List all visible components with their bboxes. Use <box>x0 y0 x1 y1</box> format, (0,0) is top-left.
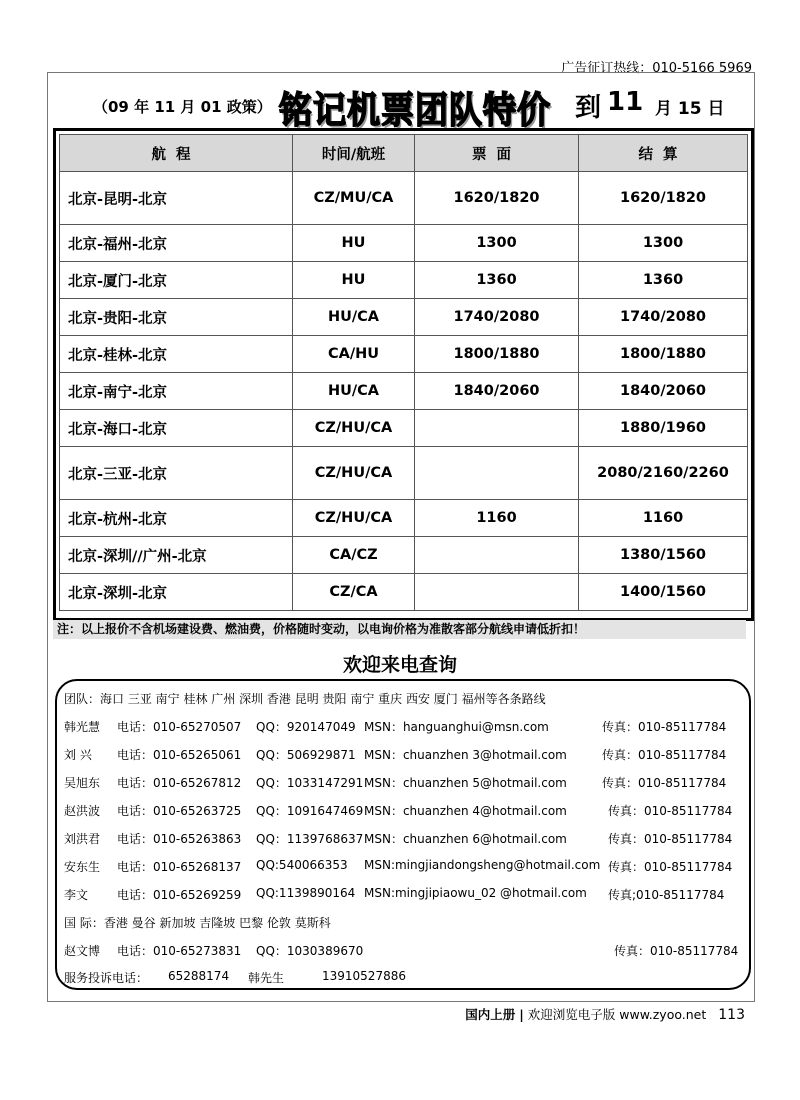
title-main: 铭记机票团队特价 <box>279 88 551 132</box>
contact-fax: 传真：010-85117784 <box>608 804 733 818</box>
cell-face: 1620/1820 <box>415 172 579 225</box>
contact-phone: 电话：010-65269259 <box>117 888 242 902</box>
header-airline: 时间/航班 <box>293 135 415 172</box>
cell-settle: 1360 <box>579 262 748 299</box>
header-route: 航程 <box>60 135 293 172</box>
cell-face: 1800/1880 <box>415 336 579 373</box>
cell-route: 北京-厦门-北京 <box>60 262 293 299</box>
contact-phone: 电话：010-65268137 <box>117 860 242 874</box>
complaint-row <box>64 969 744 985</box>
cell-route: 北京-桂林-北京 <box>60 336 293 373</box>
contact-fax: 传真：010-85117784 <box>608 832 733 846</box>
cell-route: 北京-杭州-北京 <box>60 500 293 537</box>
contact-fax: 传真：010-85117784 <box>608 860 733 874</box>
contact-qq: QQ:1139890164 <box>256 886 356 900</box>
cell-face <box>415 410 579 447</box>
table-header-row <box>60 135 748 172</box>
table-row <box>60 537 748 574</box>
cell-airline: CZ/MU/CA <box>293 172 415 225</box>
complaint-label: 服务投诉电话： <box>64 971 149 985</box>
contact-name: 李文 <box>64 888 89 902</box>
contact-name: 韩光慧 <box>64 720 101 734</box>
contact-row <box>64 802 744 818</box>
cell-face <box>415 537 579 574</box>
table-row <box>60 447 748 500</box>
contact-phone: 电话：010-65273831 <box>117 944 242 958</box>
cell-face: 1160 <box>415 500 579 537</box>
cell-face: 1300 <box>415 225 579 262</box>
cell-airline: CZ/HU/CA <box>293 500 415 537</box>
cell-route: 北京-福州-北京 <box>60 225 293 262</box>
footer-separator: | <box>519 1007 524 1022</box>
cell-airline: CA/HU <box>293 336 415 373</box>
contact-qq: QQ：506929871 <box>256 748 356 762</box>
welcome-heading: 欢迎来电查询 <box>342 654 457 676</box>
cell-airline: HU <box>293 262 415 299</box>
contact-fax: 传真：010-85117784 <box>602 776 727 790</box>
footer-text: 欢迎浏览电子版 www.zyoo.net <box>527 1007 707 1022</box>
cell-route: 北京-南宁-北京 <box>60 373 293 410</box>
contact-qq: QQ：1139768637 <box>256 832 364 846</box>
cell-route: 北京-海口-北京 <box>60 410 293 447</box>
cell-settle: 1840/2060 <box>579 373 748 410</box>
cell-settle: 1880/1960 <box>579 410 748 447</box>
table-row <box>60 410 748 447</box>
contact-name: 刘洪君 <box>64 832 101 846</box>
header-face: 票面 <box>415 135 579 172</box>
contact-qq: QQ：1091647469 <box>256 804 364 818</box>
fare-table-wrapper <box>53 128 754 621</box>
table-row <box>60 574 748 611</box>
table-row <box>60 373 748 410</box>
intl-routes: 国 际：香港 曼谷 新加坡 吉隆坡 巴黎 伦敦 莫斯科 <box>64 916 331 930</box>
contact-fax: 传真：010-85117784 <box>614 944 739 958</box>
cell-face: 1740/2080 <box>415 299 579 336</box>
cell-settle: 1620/1820 <box>579 172 748 225</box>
cell-route: 北京-昆明-北京 <box>60 172 293 225</box>
cell-airline: CZ/HU/CA <box>293 447 415 500</box>
contact-msn: MSN:mingjiandongsheng@hotmail.com <box>364 858 601 872</box>
cell-settle: 1160 <box>579 500 748 537</box>
contact-name: 刘 兴 <box>64 748 92 762</box>
contact-row <box>64 830 744 846</box>
contact-qq: QQ:540066353 <box>256 858 348 872</box>
cell-face <box>415 574 579 611</box>
page-title <box>47 82 753 132</box>
cell-settle: 1740/2080 <box>579 299 748 336</box>
contact-phone: 电话：010-65263725 <box>117 804 242 818</box>
price-note: 注：以上报价不含机场建设费、燃油费，价格随时变动，以电询价格为准散客部分航线申请低折扣！ <box>53 620 746 639</box>
contact-msn: MSN：chuanzhen 3@hotmail.com <box>364 748 567 762</box>
fare-table <box>59 134 748 611</box>
contact-qq: QQ：920147049 <box>256 720 356 734</box>
contact-name: 吴旭东 <box>64 776 101 790</box>
contact-box <box>55 679 751 990</box>
contact-phone: 电话：010-65270507 <box>117 720 242 734</box>
cell-route: 北京-深圳-北京 <box>60 574 293 611</box>
cell-route: 北京-深圳//广州-北京 <box>60 537 293 574</box>
contact-fax: 传真：010-85117784 <box>602 748 727 762</box>
policy-date: （09 年 11 月 01 政策） <box>93 98 272 116</box>
ad-hotline: 广告征订热线：010-5166 5969 <box>561 61 752 76</box>
table-row <box>60 262 748 299</box>
cell-face: 1360 <box>415 262 579 299</box>
cell-airline: CZ/HU/CA <box>293 410 415 447</box>
cell-face <box>415 447 579 500</box>
contact-phone: 电话：010-65265061 <box>117 748 242 762</box>
title-day: 11 <box>607 87 644 117</box>
contact-fax: 传真;010-85117784 <box>608 888 725 902</box>
team-routes: 团队：海口 三亚 南宁 桂林 广州 深圳 香港 昆明 贵阳 南宁 重庆 西安 厦门 福州等各条路线 <box>64 692 546 706</box>
complaint-mobile: 13910527886 <box>322 969 406 983</box>
complaint-person: 韩先生 <box>248 971 285 985</box>
cell-settle: 1400/1560 <box>579 574 748 611</box>
contact-msn: MSN：chuanzhen 6@hotmail.com <box>364 832 567 846</box>
cell-route: 北京-贵阳-北京 <box>60 299 293 336</box>
contact-name: 赵文博 <box>64 944 101 958</box>
contact-msn: MSN：hanguanghui@msn.com <box>364 720 549 734</box>
contact-row <box>64 718 744 734</box>
contact-name: 赵洪波 <box>64 804 101 818</box>
title-to: 到 <box>575 93 602 123</box>
cell-settle: 1800/1880 <box>579 336 748 373</box>
header-settle: 结算 <box>579 135 748 172</box>
footer-section: 国内上册 <box>465 1007 516 1022</box>
table-row <box>60 225 748 262</box>
table-row <box>60 299 748 336</box>
contact-name: 安东生 <box>64 860 101 874</box>
contact-fax: 传真：010-85117784 <box>602 720 727 734</box>
title-day-suffix: 月 15 日 <box>655 99 725 119</box>
cell-airline: CA/CZ <box>293 537 415 574</box>
cell-route: 北京-三亚-北京 <box>60 447 293 500</box>
contact-phone: 电话：010-65263863 <box>117 832 242 846</box>
contact-row <box>64 774 744 790</box>
table-row <box>60 172 748 225</box>
cell-airline: HU/CA <box>293 299 415 336</box>
contact-row <box>64 858 744 874</box>
contact-row-zhao <box>64 942 744 958</box>
table-row <box>60 500 748 537</box>
contact-msn: MSN：chuanzhen 5@hotmail.com <box>364 776 567 790</box>
cell-settle: 2080/2160/2260 <box>579 447 748 500</box>
page-footer <box>465 1005 745 1023</box>
contact-phone: 电话：010-65267812 <box>117 776 242 790</box>
page-number: 113 <box>718 1007 745 1023</box>
cell-settle: 1300 <box>579 225 748 262</box>
cell-settle: 1380/1560 <box>579 537 748 574</box>
contact-qq: QQ：1033147291 <box>256 776 364 790</box>
table-row <box>60 336 748 373</box>
cell-airline: HU <box>293 225 415 262</box>
contact-row <box>64 886 744 902</box>
contact-msn: MSN:mingjipiaowu_02 @hotmail.com <box>364 886 587 900</box>
cell-airline: CZ/CA <box>293 574 415 611</box>
cell-face: 1840/2060 <box>415 373 579 410</box>
contact-row <box>64 746 744 762</box>
contact-msn: MSN：chuanzhen 4@hotmail.com <box>364 804 567 818</box>
complaint-phone: 65288174 <box>168 969 230 983</box>
contact-qq: QQ：1030389670 <box>256 944 364 958</box>
cell-airline: HU/CA <box>293 373 415 410</box>
